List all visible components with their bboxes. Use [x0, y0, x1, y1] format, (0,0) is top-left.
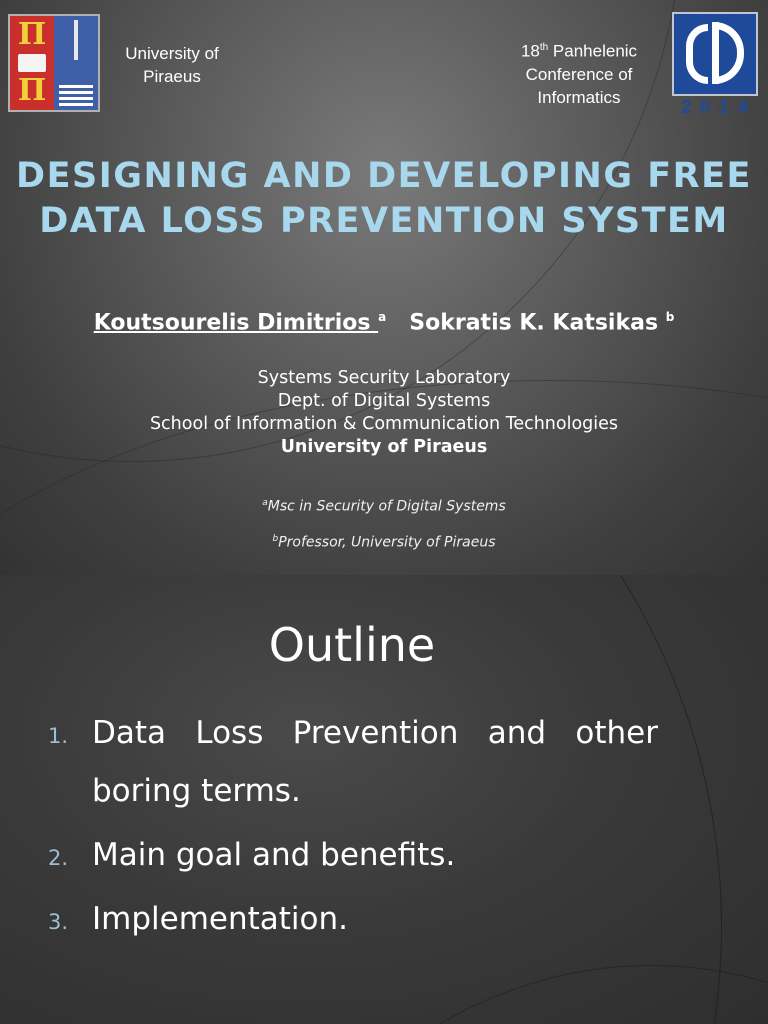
affiliation-line: University of Piraeus — [280, 437, 488, 457]
list-item — [48, 826, 658, 884]
list-item — [48, 704, 658, 820]
authors — [0, 310, 768, 335]
list-item-number: 2. — [48, 846, 69, 870]
university-of-piraeus-logo — [8, 14, 100, 112]
title-line: DATA LOSS PREVENTION SYSTEM — [39, 201, 729, 241]
ship-mast-icon — [74, 20, 78, 60]
author-note: $^b$Professor, University of Piraeus — [272, 534, 496, 551]
author-sup: a — [378, 310, 387, 324]
waves-icon — [59, 84, 93, 106]
outline-title: Outline — [268, 618, 436, 672]
conference-logo-mark — [672, 12, 758, 96]
author-sup: b — [665, 310, 675, 324]
conference-label-line: 18th Panhelenic — [520, 41, 638, 61]
conference-label-line: Informatics — [537, 87, 621, 107]
affiliation-line: School of Information & Communication Technologies — [149, 414, 619, 434]
author-note: $^a$Msc in Security of Digital Systems — [262, 498, 506, 515]
list-item-text: Implementation. — [92, 901, 349, 937]
university-label — [108, 42, 236, 88]
author-name: Koutsourelis Dimitrios — [93, 310, 379, 336]
conference-logo — [672, 12, 758, 118]
title-line: DESIGNING AND DEVELOPING FREE — [16, 156, 752, 196]
logo-left-half — [10, 16, 54, 110]
author-name: Sokratis K. Katsikas — [409, 310, 666, 336]
book-icon — [18, 54, 46, 72]
outline-list — [48, 704, 658, 948]
affiliation-line: Systems Security Laboratory — [257, 368, 511, 388]
conference-logo-year: 2014 — [680, 97, 758, 117]
university-label-line: Piraeus — [143, 67, 201, 86]
pi-letter-icon: Π — [17, 17, 47, 52]
conference-label-line: Conference of — [525, 64, 633, 84]
affiliation-line: Dept. of Digital Systems — [277, 391, 491, 411]
list-item-text: Main goal and benefits. — [92, 837, 456, 873]
affiliation — [0, 367, 768, 459]
list-item-text: Data Loss Prevention and other boring terms. — [92, 715, 658, 809]
pi-letter-icon: Π — [17, 73, 47, 108]
conference-label — [500, 36, 658, 109]
university-label-line: University of — [125, 44, 219, 63]
background-arc — [200, 965, 768, 1024]
list-item-number: 3. — [48, 910, 69, 934]
logo-right-half — [54, 16, 98, 110]
list-item-number: 1. — [48, 724, 69, 748]
presentation-title — [0, 154, 768, 244]
list-item — [48, 890, 658, 948]
